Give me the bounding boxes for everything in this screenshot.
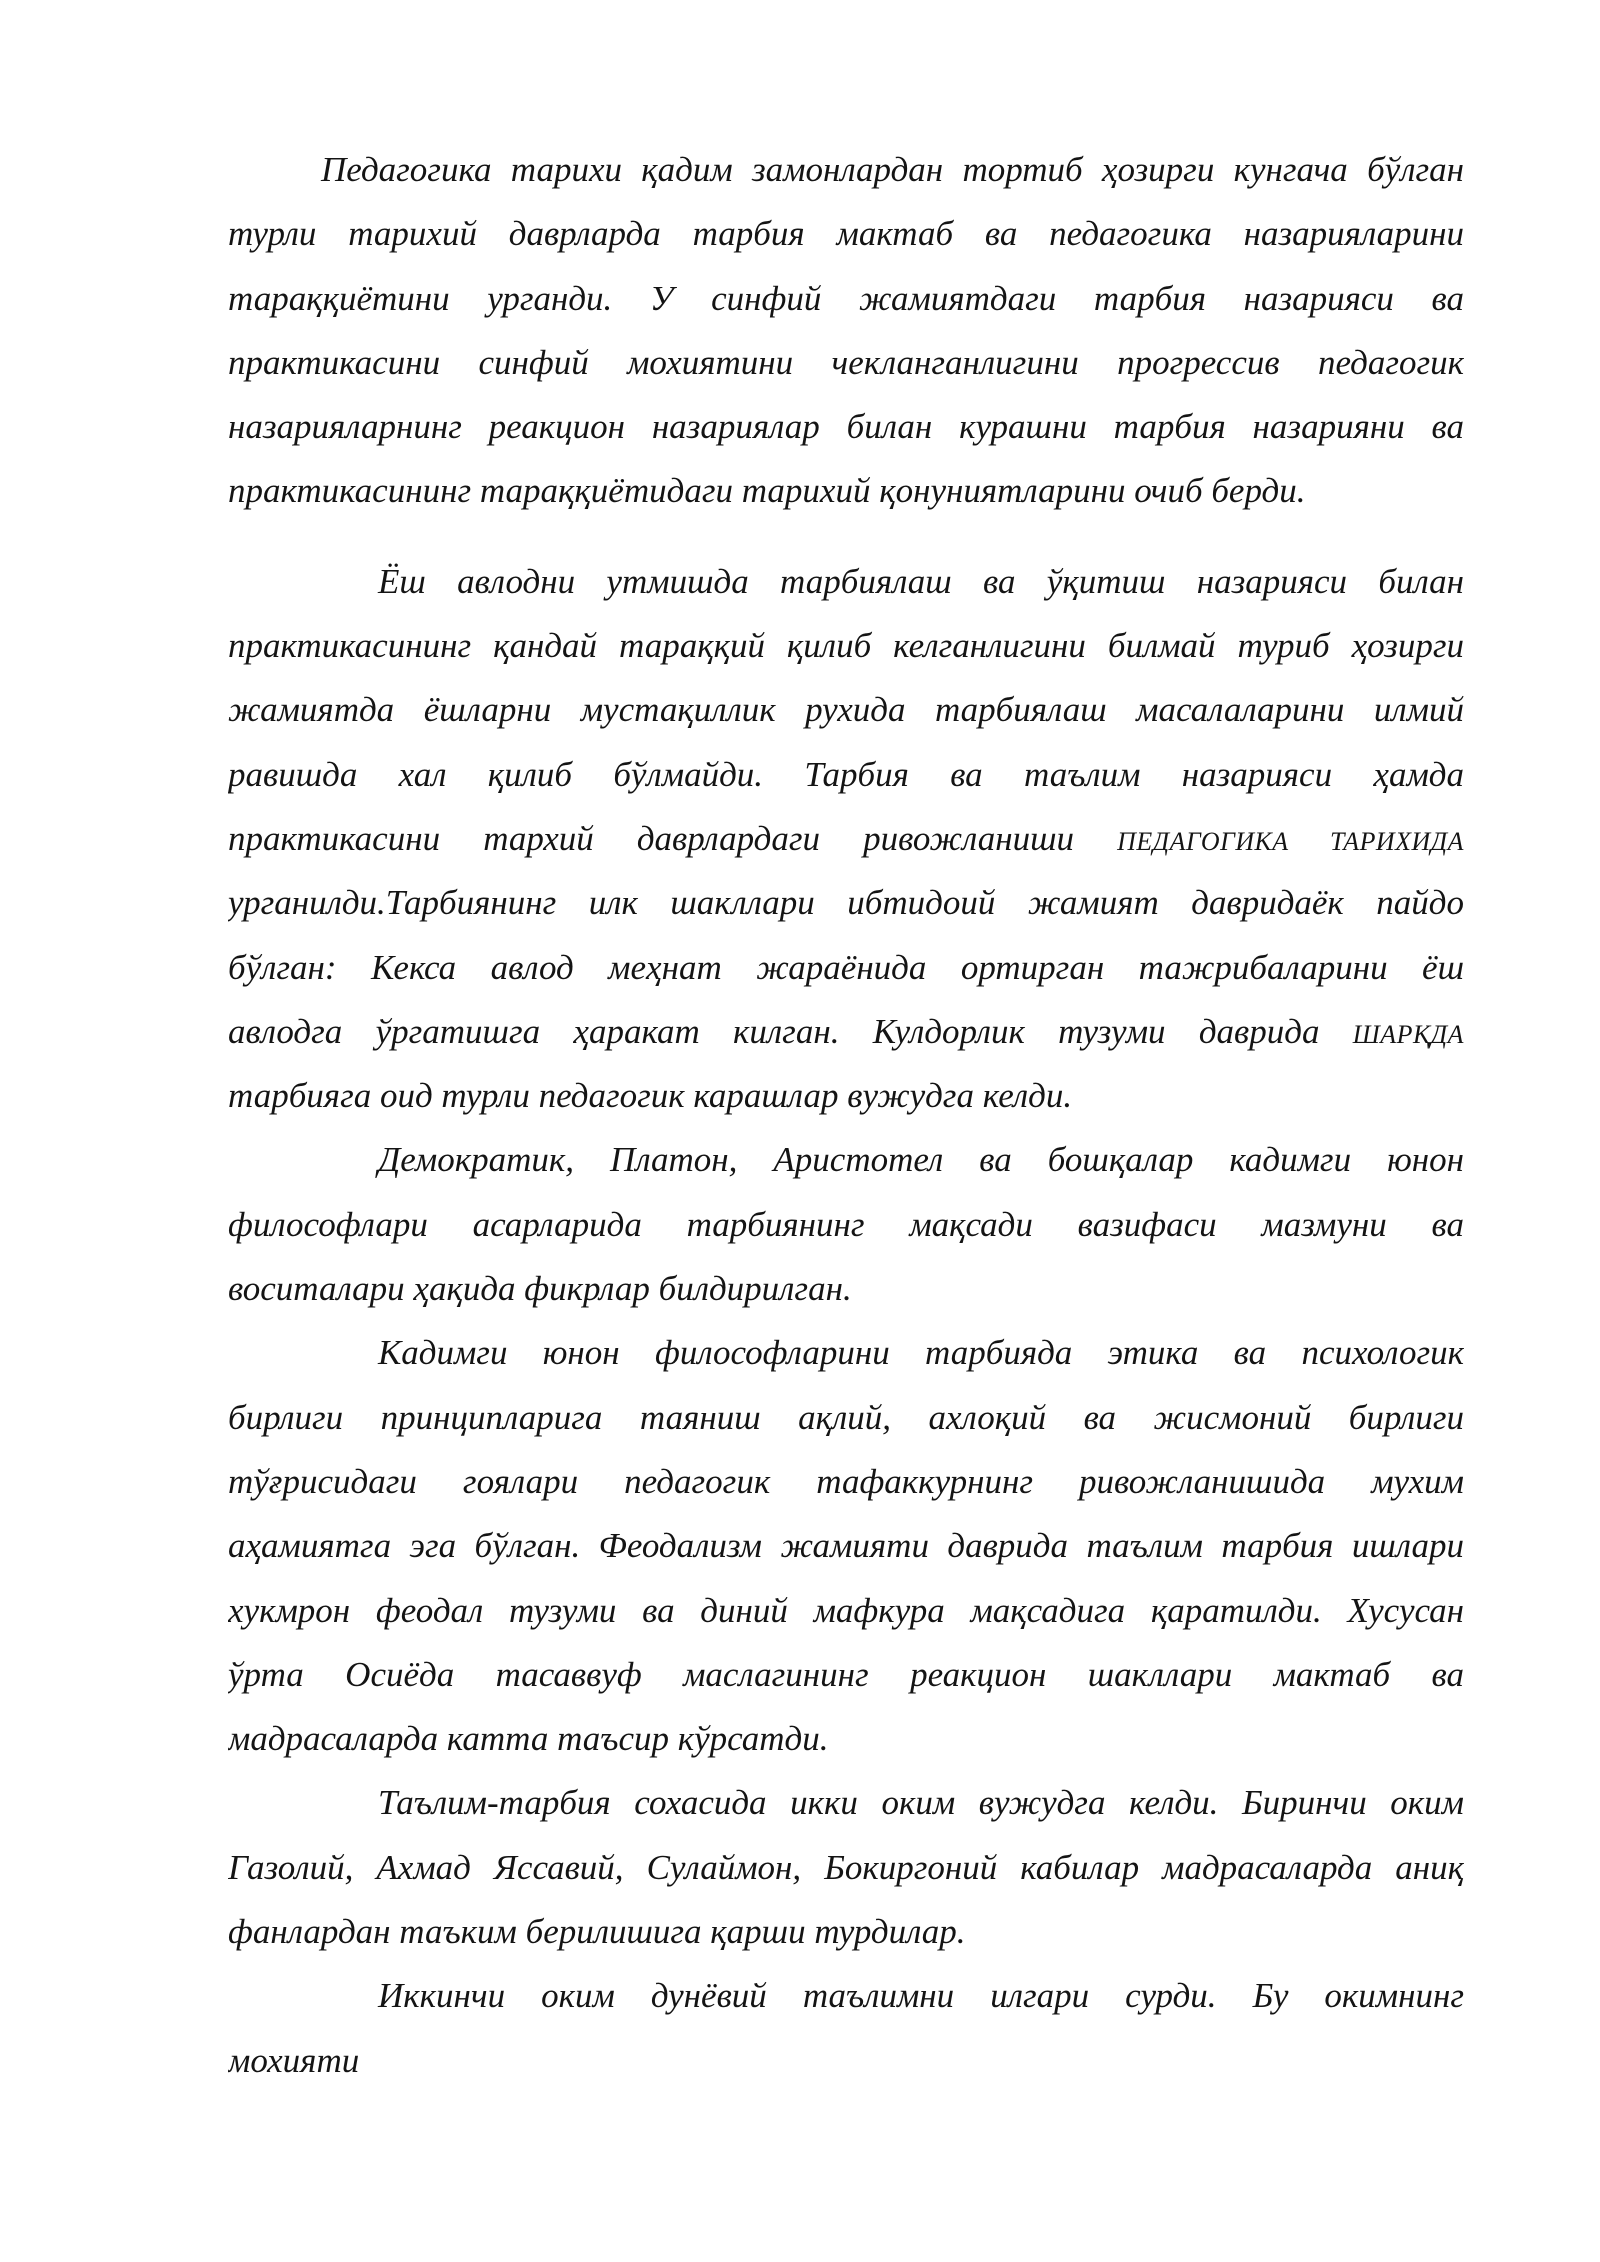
text-line: турли тарихий даврларда тарбия мактаб ва педагогика назарияларини bbox=[228, 214, 1464, 254]
text-line: практикасининг қандай тараққий қилиб келганлигини билмай туриб ҳозирги bbox=[228, 626, 1464, 666]
text-line: хукмрон феодал тузуми ва диний мафкура мақсадига қаратилди. Хусусан bbox=[228, 1590, 1464, 1630]
document-body bbox=[228, 138, 1464, 2093]
text-line bbox=[228, 1000, 1464, 1064]
text-line: бирлиги принципларига таяниш ақлий, ахлоқий ва жисмоний бирлиги bbox=[228, 1397, 1464, 1437]
paragraph-3 bbox=[228, 1128, 1464, 1321]
text-line: бўлган: Кекса авлод меҳнат жараёнида ортирган тажрибаларини ёш bbox=[228, 947, 1464, 987]
text-line: Газолий, Ахмад Яссавий, Сулаймон, Бокиргоний кабилар мадрасаларда аниқ bbox=[228, 1847, 1464, 1887]
text-line bbox=[228, 807, 1464, 871]
text-line: фанлардан таъким берилишига қарши турдилар. bbox=[228, 1912, 966, 1952]
text-line: жамиятда ёшларни мустақиллик рухида тарбиялаш масалаларини илмий bbox=[228, 690, 1464, 730]
text-line: тараққиётини урганди. У синфий жамиятдаги тарбия назарияси ва bbox=[228, 278, 1464, 318]
text-line: тўғрисидаги гоялари педагогик тафаккурнинг ривожланишида мухим bbox=[228, 1461, 1464, 1501]
text-line: философлари асарларида тарбиянинг мақсади вазифаси мазмуни ва bbox=[228, 1204, 1464, 1244]
paragraph-6 bbox=[228, 1964, 1464, 2093]
paragraph-5 bbox=[228, 1771, 1464, 1964]
text-line: Демократик, Платон, Аристотел ва бошқалар кадимги юнон bbox=[378, 1140, 1464, 1180]
line-text: практикасини тархий даврлардаги ривожланиши bbox=[228, 818, 1074, 858]
text-line: Ёш авлодни утмишда тарбиялаш ва ўқитиш назарияси билан bbox=[378, 561, 1464, 601]
text-line: Таълим-тарбия сохасида икки оким вужудга келди. Биринчи оким bbox=[378, 1783, 1464, 1823]
text-line: равишда хал қилиб бўлмайди. Тарбия ва таълим назарияси ҳамда bbox=[228, 754, 1464, 794]
text-line: Педагогика тарихи қадим замонлардан тортиб ҳозирги кунгача бўлган bbox=[321, 150, 1464, 189]
paragraph-1 bbox=[228, 138, 1464, 524]
paragraph-2 bbox=[228, 550, 1464, 1129]
small-caps-text: ШАРҚДА bbox=[1352, 1019, 1464, 1049]
text-line: мохияти bbox=[228, 2040, 360, 2080]
paragraph-4 bbox=[228, 1321, 1464, 1771]
text-line: Иккинчи оким дунёвий таълимни илгари сурди. Бу окимнинг bbox=[378, 1976, 1464, 2016]
text-line: Кадимги юнон философларини тарбияда этика ва психологик bbox=[378, 1333, 1464, 1373]
text-line: ўрта Осиёда тасаввуф маслагининг реакцион шакллари мактаб ва bbox=[228, 1654, 1464, 1694]
small-caps-text: ПЕДАГОГИКА ТАРИХИДА bbox=[1117, 826, 1464, 856]
text-line: мадрасаларда катта таъсир кўрсатди. bbox=[228, 1719, 829, 1759]
text-line: практикасини синфий мохиятини чекланганлигини прогрессив педагогик bbox=[228, 342, 1464, 382]
text-line: тарбияга оид турли педагогик карашлар вужудга келди. bbox=[228, 1076, 1073, 1116]
line-text: авлодга ўргатишга ҳаракат килган. Кулдорлик тузуми даврида bbox=[228, 1011, 1320, 1051]
text-line: аҳамиятга эга бўлган. Феодализм жамияти даврида таълим тарбия ишлари bbox=[228, 1526, 1464, 1566]
text-line: практикасининг тараққиётидаги тарихий қонуниятларини очиб берди. bbox=[228, 471, 1306, 511]
text-line: урганилди.Тарбиянинг илк шакллари ибтидоий жамият давридаёк пайдо bbox=[228, 883, 1464, 923]
text-line: воситалари ҳақида фикрлар билдирилган. bbox=[228, 1269, 852, 1309]
text-line: назарияларнинг реакцион назариялар билан курашни тарбия назарияни ва bbox=[228, 407, 1464, 447]
